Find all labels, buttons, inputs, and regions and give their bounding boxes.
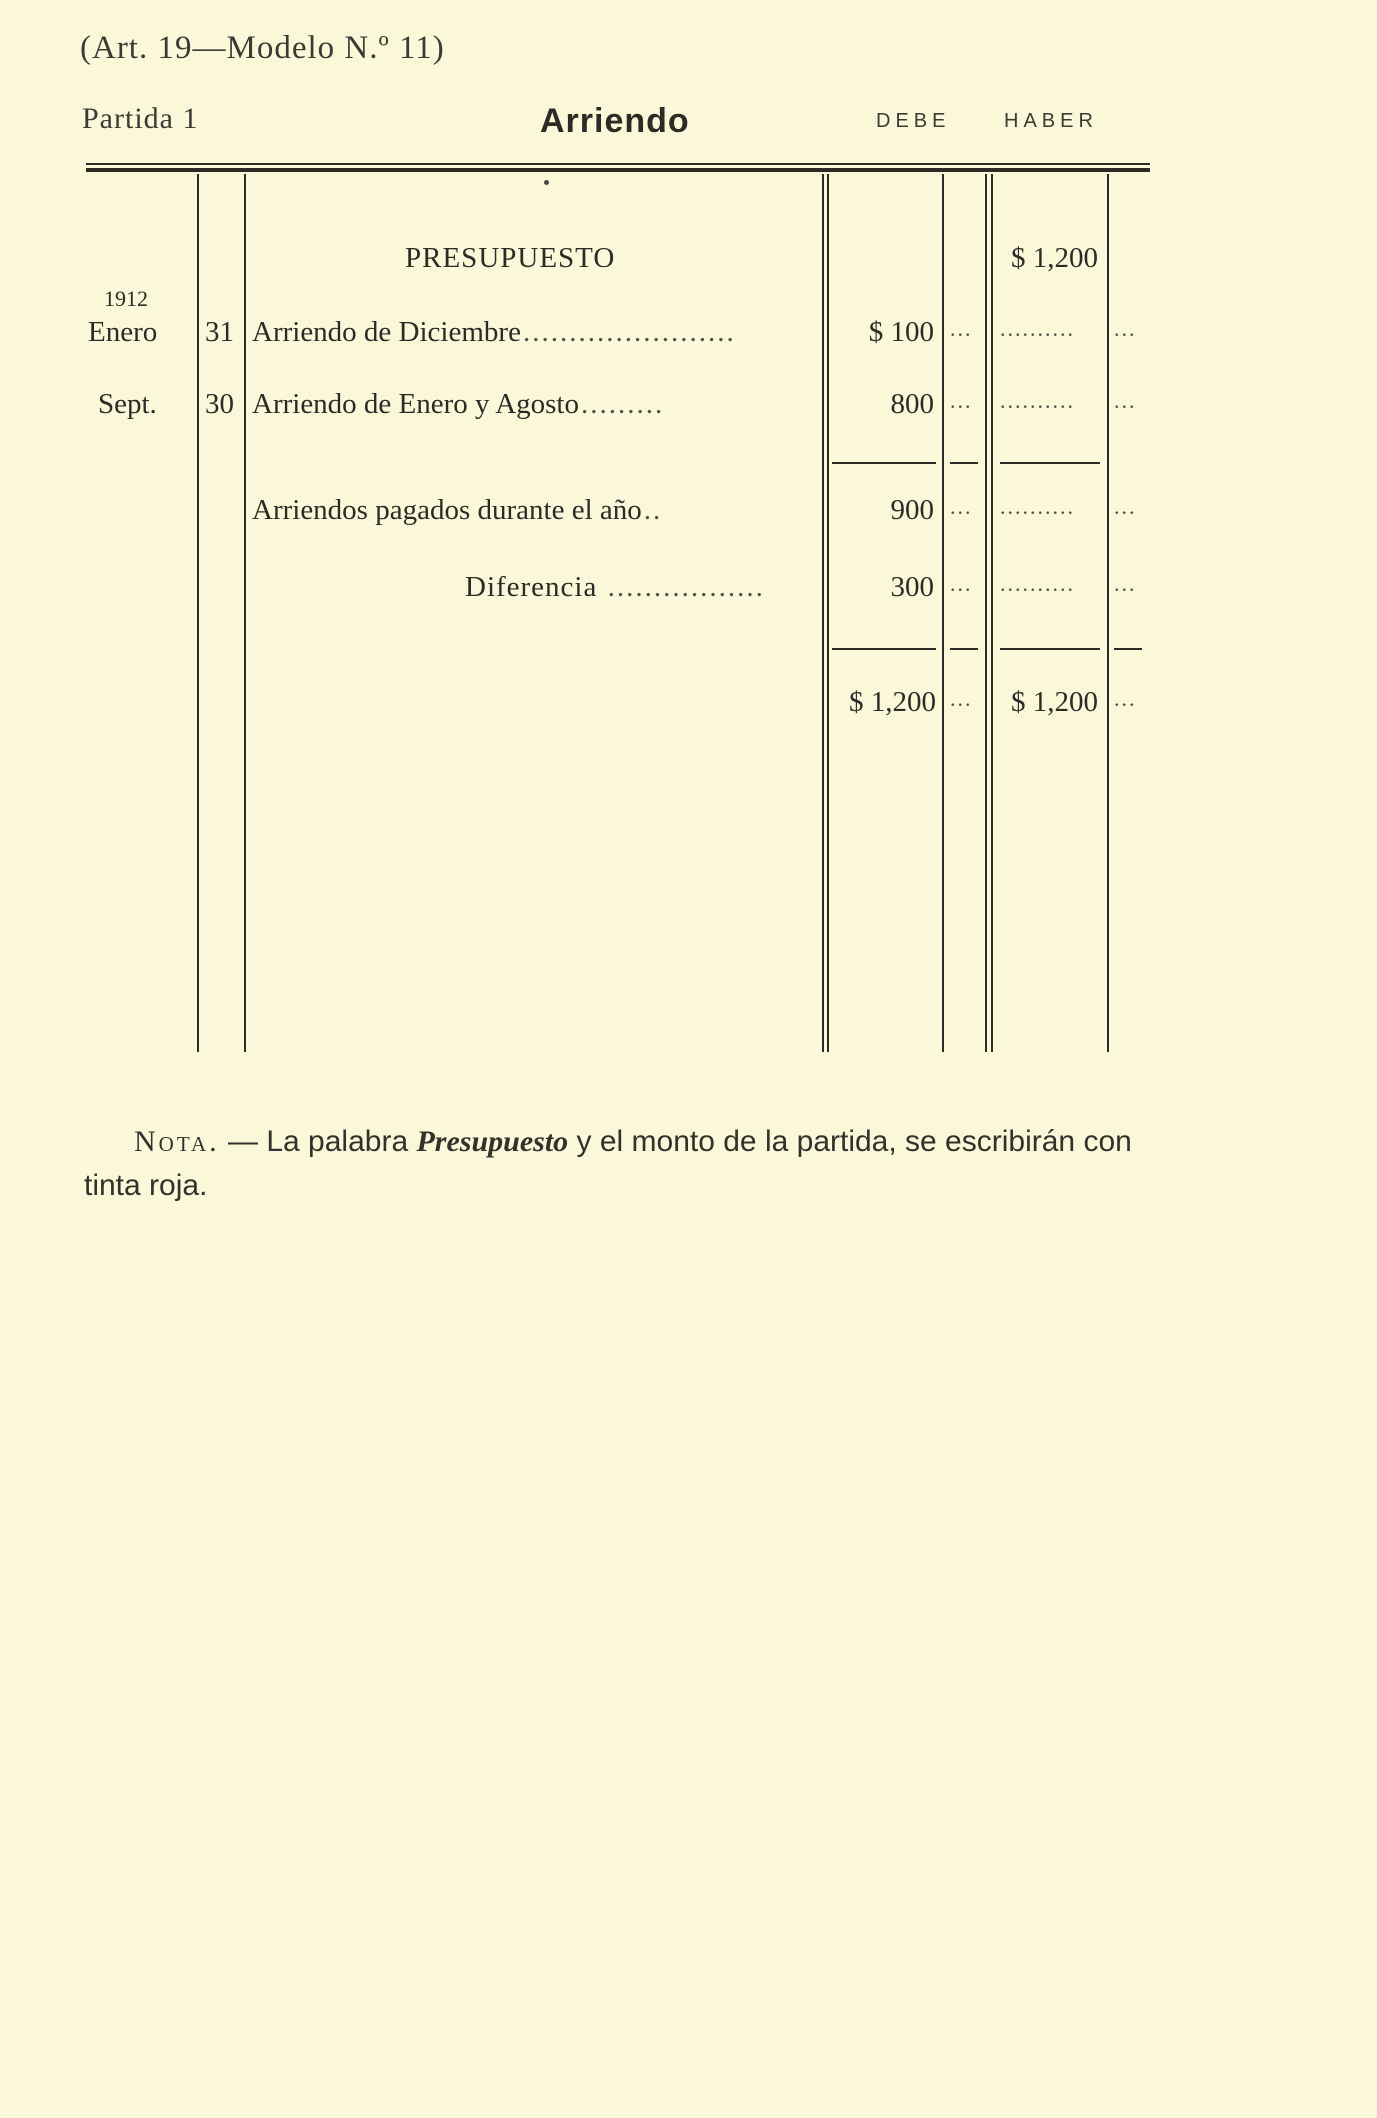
subtotal-haber-cents-dots: ... [1114, 494, 1137, 519]
row1-cents-dots: ... [950, 316, 973, 341]
row2-haber-dots: .......... [1000, 388, 1075, 413]
subtotal-haber-dots: .......... [1000, 494, 1075, 519]
total-rule-haber-cents [1114, 648, 1142, 650]
row2-debe: 800 [890, 388, 934, 420]
top-rule-thick [86, 168, 1150, 172]
col-line-haber [1107, 174, 1109, 1052]
total-cents-dots: ... [950, 686, 973, 711]
row1-description: Arriendo de Diciembre....................... [252, 316, 736, 348]
subtotal-rule-haber [1000, 462, 1100, 464]
subtotal-rule-debe [832, 462, 936, 464]
col-line-debe [942, 174, 944, 1052]
difference-description: Diferencia ................. [465, 571, 765, 603]
total-debe: $ 1,200 [849, 686, 936, 718]
subtotal-rule-cents [950, 462, 978, 464]
model-reference: (Art. 19—Modelo N.º 11) [80, 30, 445, 66]
difference-debe: 300 [890, 571, 934, 603]
row2-month: Sept. [98, 388, 157, 420]
col-line-cents-2 [991, 174, 993, 1052]
col-line-date [197, 174, 199, 1052]
total-haber: $ 1,200 [1011, 686, 1098, 718]
ledger-title: Arriendo [540, 102, 690, 140]
debe-header: DEBE [876, 110, 951, 132]
footnote: Nota. — La palabra Presupuesto y el monto de la partida, se escribirán con tinta roja. [84, 1125, 1132, 1202]
year-label: 1912 [104, 286, 148, 311]
difference-haber-dots: .......... [1000, 571, 1075, 596]
emphasis-word: Presupuesto [416, 1125, 569, 1158]
difference-haber-cents-dots: ... [1114, 571, 1137, 596]
col-line-day [244, 174, 246, 1052]
row2-cents-dots: ... [950, 388, 973, 413]
presupuesto-haber: $ 1,200 [1011, 242, 1098, 274]
presupuesto-label: PRESUPUESTO [405, 242, 616, 274]
top-rule [86, 163, 1150, 165]
row1-debe: $ 100 [868, 316, 934, 348]
subtotal-description: Arriendos pagados durante el año.. [252, 494, 663, 526]
haber-header: HABER [1004, 110, 1098, 132]
decorative-dot [544, 180, 549, 185]
total-rule-debe [832, 648, 936, 650]
subtotal-debe: 900 [890, 494, 934, 526]
row2-description: Arriendo de Enero y Agosto......... [252, 388, 665, 420]
col-line-desc-2 [827, 174, 829, 1052]
total-rule-haber [1000, 648, 1100, 650]
row1-day: 31 [205, 316, 234, 348]
col-line-desc [822, 174, 824, 1052]
col-line-cents [985, 174, 987, 1052]
row2-day: 30 [205, 388, 234, 420]
row1-haber-cents-dots: ... [1114, 316, 1137, 341]
subtotal-cents-dots: ... [950, 494, 973, 519]
partida-label: Partida 1 [82, 102, 199, 135]
row1-haber-dots: .......... [1000, 316, 1075, 341]
difference-cents-dots: ... [950, 571, 973, 596]
row1-month: Enero [88, 316, 158, 348]
total-haber-cents-dots: ... [1114, 686, 1137, 711]
total-rule-cents [950, 648, 978, 650]
row2-haber-cents-dots: ... [1114, 388, 1137, 413]
